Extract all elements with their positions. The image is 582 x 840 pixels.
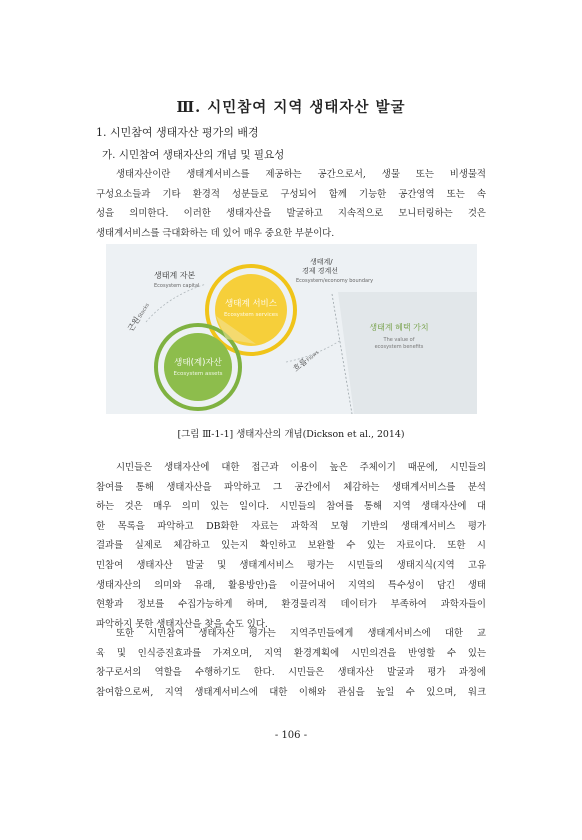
stocks-label-ko: 근원: [126, 315, 142, 334]
section-title: 1. 시민참여 생태자산 평가의 배경: [96, 126, 259, 139]
boundary-label-en: Ecosystem/economy boundary: [296, 278, 374, 284]
flows-label-group: [292, 347, 321, 373]
assets-label-en: Ecosystem assets: [173, 371, 223, 377]
benefits-label-en-1: The value of: [383, 337, 415, 343]
flows-label-en: Flows: [305, 349, 321, 364]
paragraph-line: 생태계서비스를 극대화하는 데 있어 매우 중요한 부분이다.: [96, 227, 335, 239]
stocks-arrow: [146, 284, 206, 322]
paragraph-line: 현황과 정보를 수집가능하게 하며, 환경물리적 데이터가 부족하여 과학자들이: [96, 599, 486, 611]
chapter-title: Ⅲ. 시민참여 지역 생태자산 발굴: [176, 99, 406, 116]
paragraph-line: 참여를 통해 생태자산을 파악하고 그 공간에서 체감하는 생태계서비스를 분석: [96, 481, 486, 493]
page-number: - 106 -: [274, 730, 308, 741]
paragraph-line: 파악하지 못한 생태자산을 찾을 수도 있다.: [96, 618, 268, 630]
paragraph-line: 결과를 실제로 체감하고 있는지 확인하고 보완할 수 있는 자료이다. 또한 시: [96, 540, 486, 552]
stocks-label-group: [125, 300, 151, 333]
benefits-label-ko: 생태계 혜택 가치: [369, 323, 429, 332]
capital-label-en: Ecosystem capital: [154, 283, 200, 289]
services-label-en: Ecosystem services: [223, 312, 279, 318]
paragraph-line: 육 및 인식증진효과를 가져오며, 지역 환경계획에 시민의견을 반영할 수 있는: [96, 647, 486, 659]
boundary-label-line2: 경제 경계선: [302, 267, 339, 275]
benefits-label-en-2: ecosystem benefits: [374, 344, 424, 350]
paragraph-line: 생태자산이란 생태계서비스를 제공하는 공간으로서, 생물 또는 비생물적: [116, 169, 486, 180]
boundary-label-line1: 생태계/: [310, 258, 333, 266]
benefits-panel: [338, 292, 477, 414]
paragraph-3: [96, 624, 486, 702]
paragraph-line: 민참여 생태자산 발굴 및 생태계서비스 평가는 시민들의 생태지식(지역 고유: [96, 559, 486, 571]
figure-diagram: [106, 244, 477, 414]
paragraph-line: 성을 의미한다. 이러한 생태자산을 발굴하고 지속적으로 모니터링하는 것은: [96, 208, 486, 220]
flows-label-ko: 흐름: [291, 356, 310, 374]
paragraph-line: 한 목록을 파악하고 DB화한 자료는 과학적 모형 기반의 생태계서비스 평가: [96, 520, 486, 532]
paragraph-2: [96, 458, 486, 634]
paragraph-line: 시민들은 생태자산에 대한 접근과 이용이 높은 주체이기 때문에, 시민들의: [116, 462, 486, 473]
paragraph-line: 창구로서의 역할을 수행하기도 한다. 시민들은 생태자산 발굴과 평가 과정에: [96, 667, 486, 679]
figure-caption: [그림 Ⅲ-1-1] 생태자산의 개념(Dickson et al., 2014): [177, 429, 405, 440]
paragraph-line: 구성요소들과 기타 환경적 성분들로 구성되어 함께 기능한 공간영역 또는 속: [96, 188, 486, 200]
ecosystem-asset-figure: [106, 244, 477, 414]
paragraph-line: 또한 시민참여 생태자산 평가는 지역주민들에게 생태계서비스에 대한 교: [116, 628, 486, 639]
subsection-title: 가. 시민참여 생태자산의 개념 및 필요성: [102, 149, 285, 161]
capital-label-ko: 생태계 자본: [154, 271, 196, 280]
paragraph-line: 하는 것은 매우 의미 있는 일이다. 시민들의 참여를 통해 지역 생태자산에 대: [96, 501, 486, 513]
stocks-label-en: Stocks: [137, 302, 151, 320]
paragraph-line: 참여함으로써, 지역 생태계서비스에 대한 이해와 관심을 높일 수 있으며, 워크: [96, 686, 486, 698]
paragraph-1: [96, 165, 486, 243]
services-label-ko: 생태계 서비스: [225, 299, 277, 309]
assets-label-ko: 생태(계)자산: [174, 358, 222, 368]
paragraph-line: 생태자산의 의미와 유래, 활용방안)을 이끌어내어 지역의 특수성이 담긴 생태: [96, 579, 486, 591]
